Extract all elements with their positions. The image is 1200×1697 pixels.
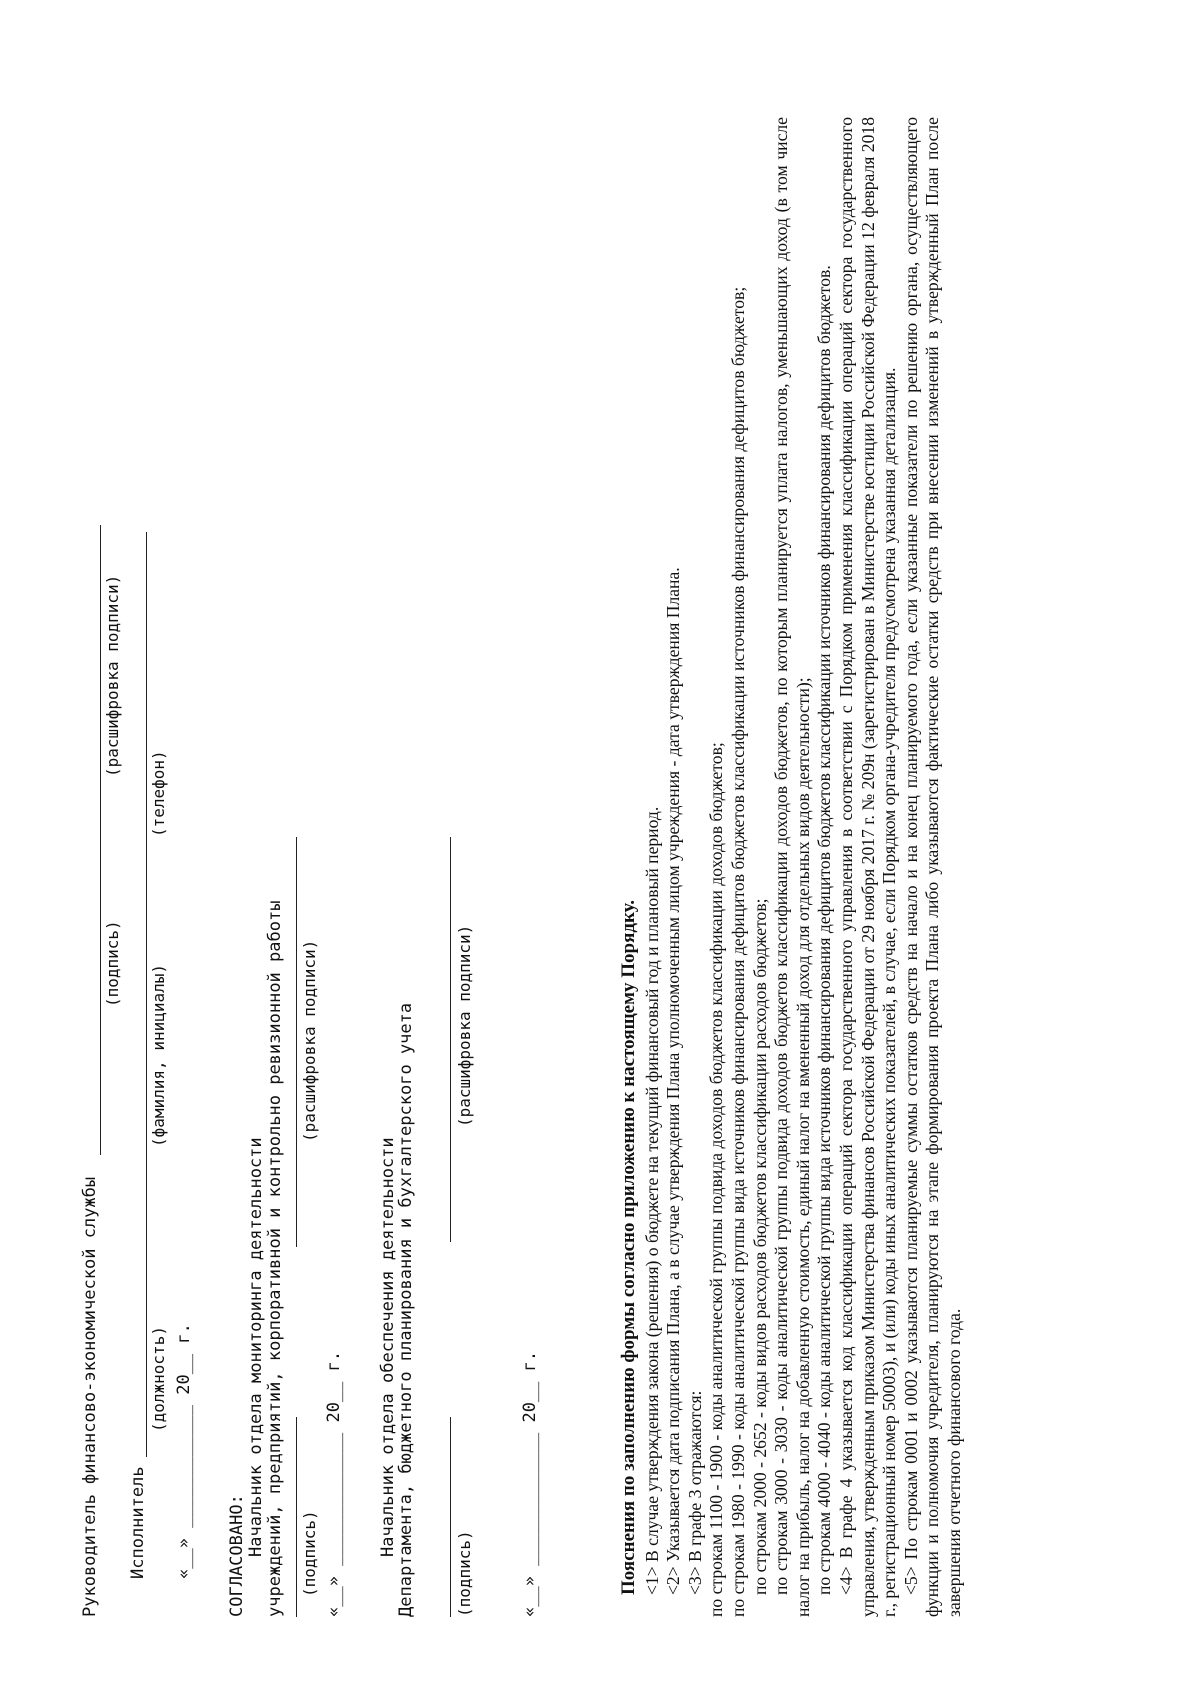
signature-line-3	[450, 1417, 451, 1617]
note-3d: по строкам 3000 - 3030 - коды аналитической группы подвида доходов бюджетов классификации доходов бюджетов, по которым планируется уплата налогов, уменьшающих доход (в том числе налог на прибыль, налог на добавленную стоимость, единый налог на вмененный доход для отдельных видов деятельности);	[771, 117, 813, 1617]
head-title: Руководитель финансово-экономической службы	[80, 1176, 100, 1617]
support-line-1: Начальник отдела обеспечения деятельности	[378, 1137, 398, 1557]
note-1: <1> В случае утверждения закона (решения) о бюджете на текущий финансовый год и плановый период.	[641, 806, 662, 1595]
note-3: <3> В графе 3 отражаются:	[684, 1390, 705, 1595]
notes-title: Пояснения по заполнению формы согласно приложению к настоящему Порядку.	[618, 899, 639, 1595]
note-2: <2> Указывается дата подписания Плана, а в случае утверждения Плана уполномоченным лицом учреждения - дата утверждения Плана.	[663, 567, 684, 1595]
agreed-label: СОГЛАСОВАНО:	[227, 1494, 247, 1617]
monitoring-line-1: Начальник отдела мониторинга деятельности	[246, 1137, 266, 1557]
caption-signature: (подпись)	[103, 920, 122, 1007]
decoding-line-3	[450, 837, 451, 1242]
date-line-2: «__» _____________ 20__ г.	[324, 1350, 344, 1617]
date-line-3: «__» _____________ 20__ г.	[520, 1350, 540, 1617]
caption-decoding-3: (расшифровка подписи)	[455, 924, 474, 1127]
notes-section	[618, 117, 966, 1617]
note-4: <4> В графе 4 указывается код классификации операций сектора государственного управления в соответствии с Порядком применения классификации операций сектора государственного управления, утвержденным приказом Министерства финансов Российской Федерации от 29 ноября 2017 г. № 209н (зарегистрирован в Министерстве юстиции Российской Федерации 12 февраля 2018 г., регистрационный номер 50003), и (или) коды иных аналитических показателей, в случае, если Порядком органа-учредителя предусмотрена указанная детализация.	[835, 117, 900, 1617]
caption-signature-3: (подпись)	[455, 1530, 474, 1617]
executor-label: Исполнитель	[128, 1466, 148, 1579]
date-line: «__» ____________ 20__ г.	[174, 1323, 194, 1579]
signature-line-2	[296, 1417, 297, 1617]
note-3a: по строкам 1100 - 1900 - коды аналитической группы подвида доходов бюджетов классификации доходов бюджетов;	[706, 742, 727, 1617]
note-3e: по строкам 4000 - 4040 - коды аналитической группы вида источников финансирования дефицитов бюджетов классификации источников финансирования дефицитов бюджетов.	[814, 265, 835, 1595]
note-3c: по строкам 2000 - 2652 - коды видов расходов бюджетов классификации расходов бюджетов;	[749, 898, 770, 1595]
monitoring-line-2: учреждений, предприятий, корпоративной и контрольно ревизионной работы	[265, 900, 285, 1617]
caption-signature-2: (подпись)	[300, 1510, 319, 1597]
caption-phone: (телефон)	[149, 750, 168, 837]
caption-name: (фамилия, инициалы)	[149, 963, 168, 1147]
support-line-2: Департамента, бюджетного планирования и бухгалтерского учета	[396, 1002, 416, 1617]
signature-line	[100, 525, 101, 1155]
caption-position: (должность)	[149, 1326, 168, 1432]
caption-decoding: (расшифровка подписи)	[103, 574, 122, 777]
note-3b: по строкам 1980 - 1990 - коды аналитической группы вида источников финансирования дефицитов бюджетов классификации источников финансирования дефицитов бюджетов;	[727, 286, 748, 1617]
decoding-line-2	[296, 837, 297, 1247]
caption-decoding-2: (расшифровка подписи)	[300, 939, 319, 1142]
executor-line	[146, 532, 147, 1457]
note-5: <5> По строкам 0001 и 0002 указываются планируемые суммы остатков средств на начало и на конец планируемого года, если указанные показатели по решению органа, осуществляющего функции и полномочия учредителя, планируются на этапе формирования проекта Плана либо указываются фактические остатки средств при внесении изменений в утвержденный План после завершения отчетного финансового года.	[900, 117, 964, 1617]
